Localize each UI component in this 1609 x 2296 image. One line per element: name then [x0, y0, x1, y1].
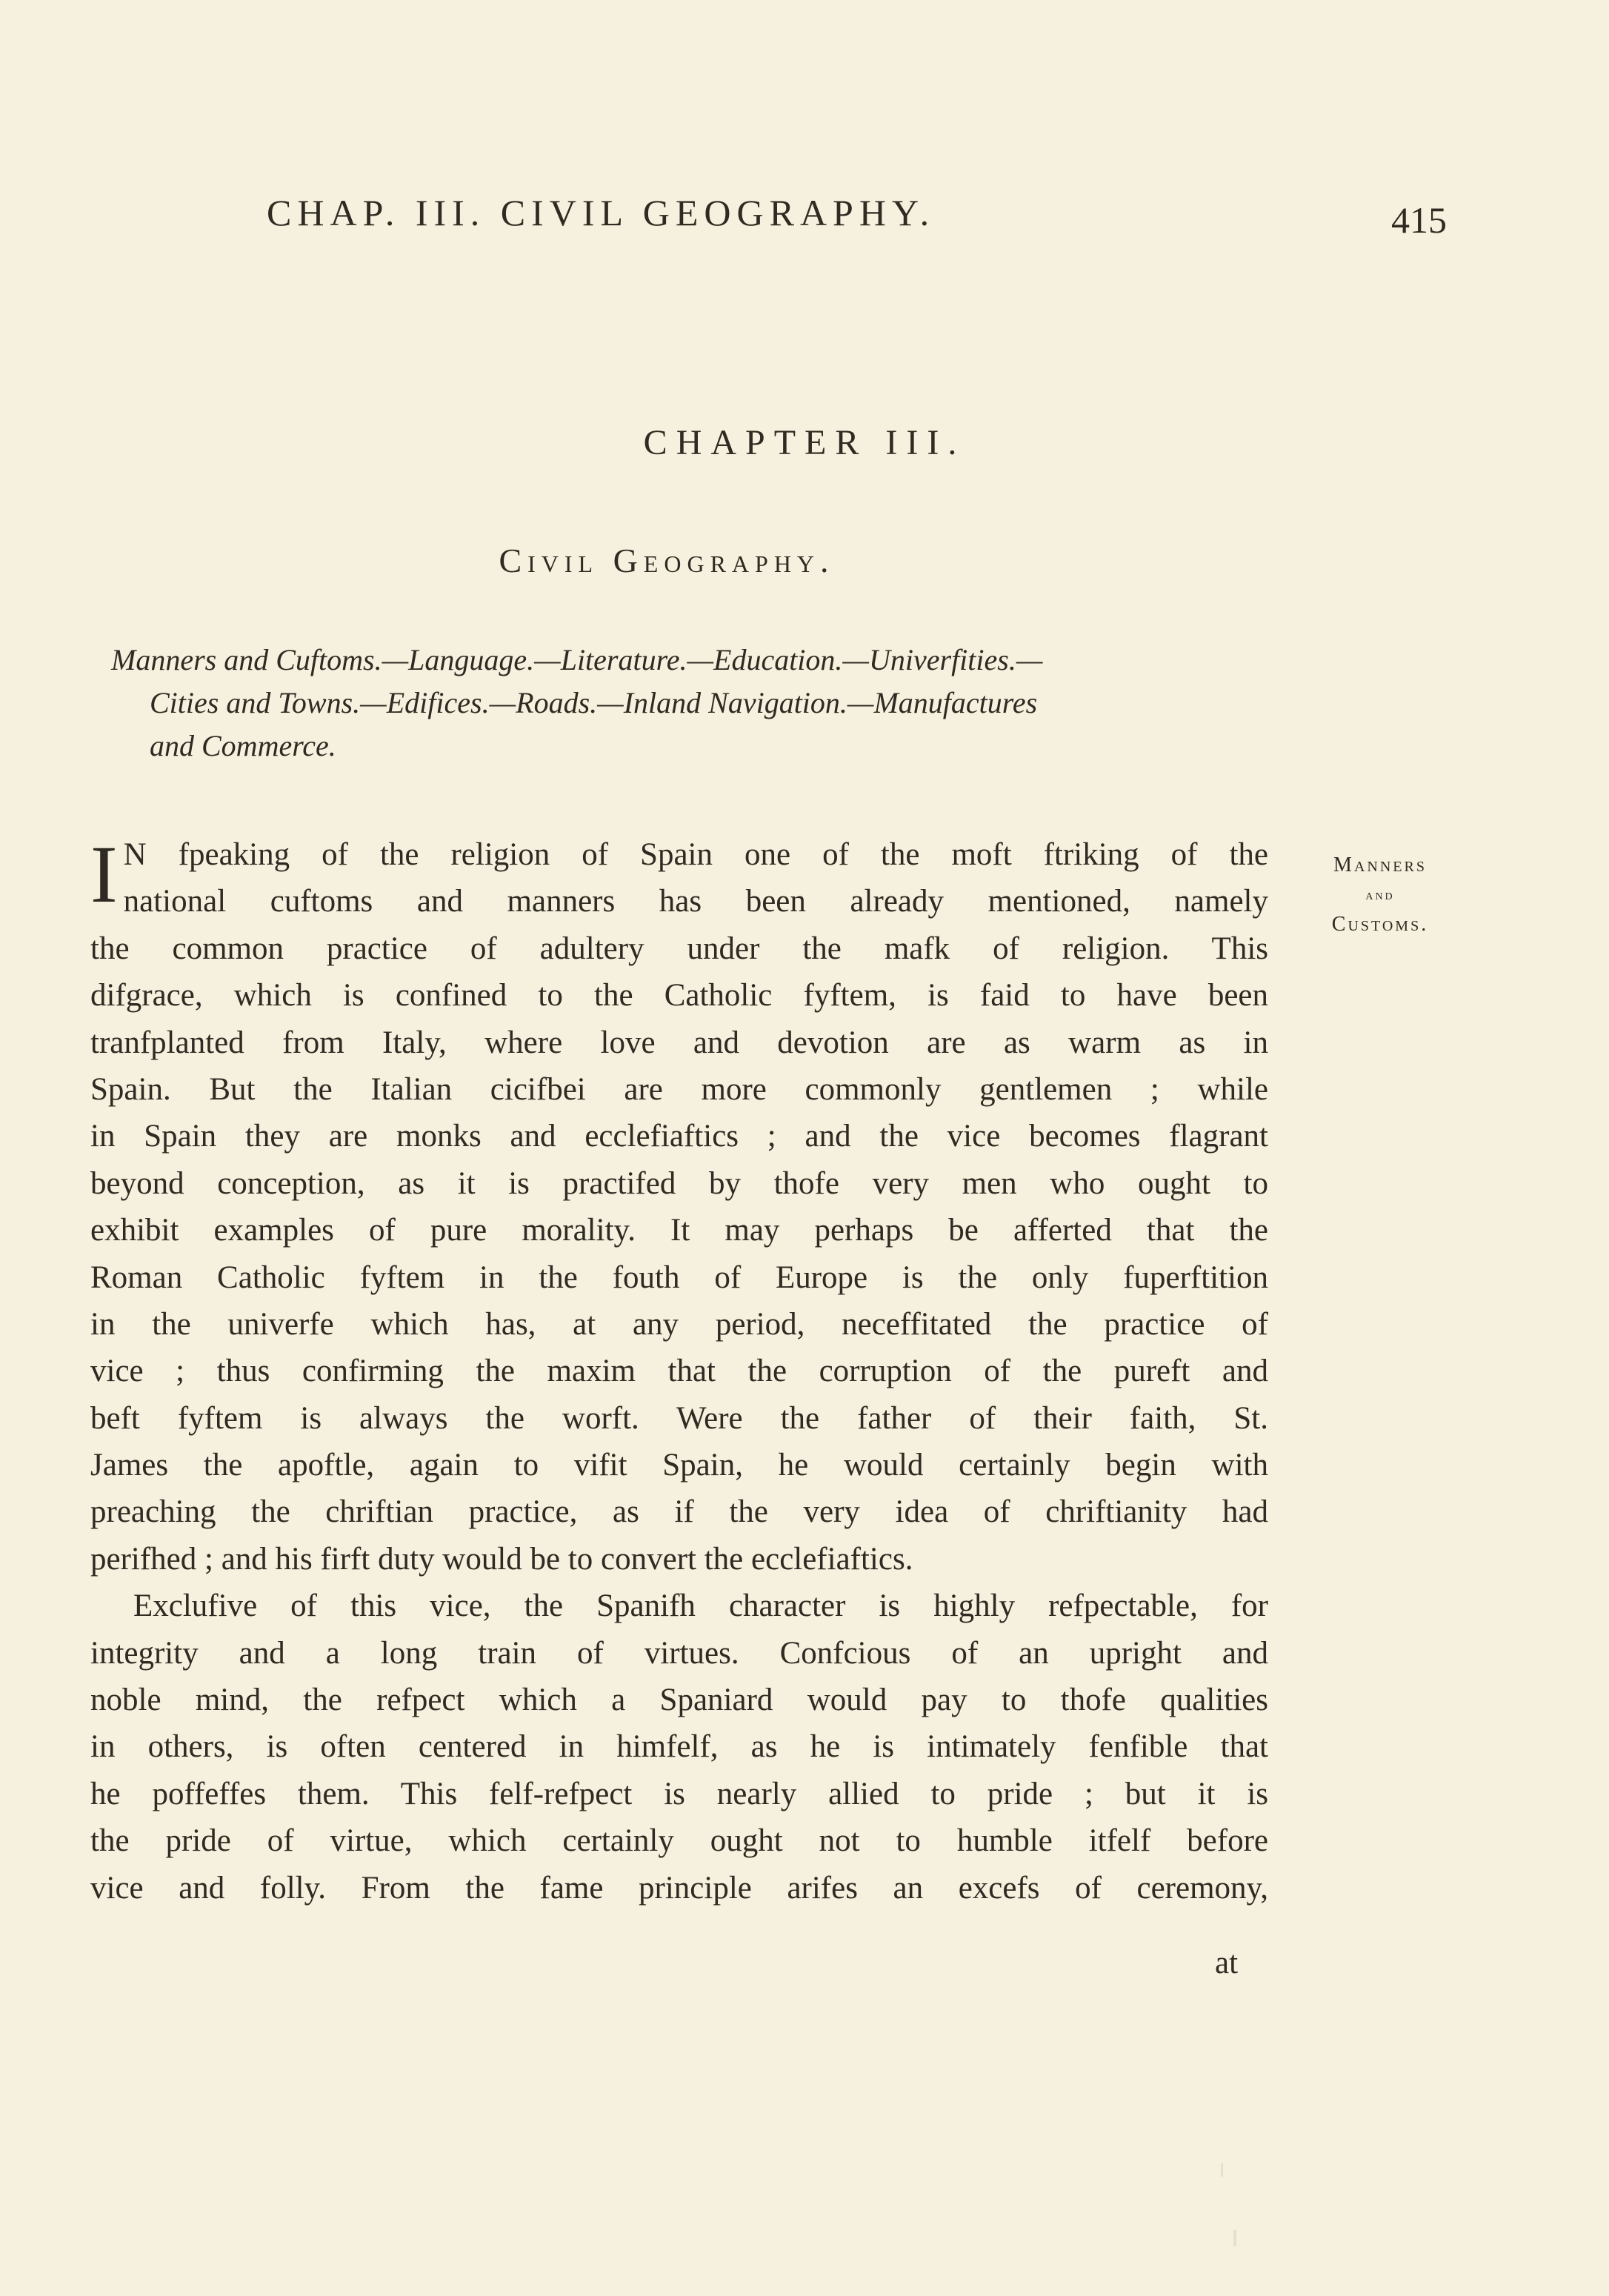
text-line: perifhed ; and his firft duty would be to convert the ecclefiaftics. — [90, 1541, 913, 1577]
contents-line: and Commerce. — [150, 729, 336, 762]
paper-speck — [1233, 2230, 1236, 2246]
text-line: he poffeffes them. This felf-refpect is nearly allied to pride ; but it is — [90, 1776, 1268, 1811]
text-line: vice ; thus confirming the maxim that the corruption of the pureft and — [90, 1354, 1268, 1389]
text-line: Roman Catholic fyftem in the fouth of Europe is the only fuperftition — [90, 1260, 1268, 1295]
text-line: integrity and a long train of virtues. Confcious of an upright and — [90, 1635, 1268, 1671]
paper-speck — [1221, 2163, 1223, 2177]
text-line: tranfplanted from Italy, where love and devotion are as warm as in — [90, 1025, 1268, 1060]
text-line: N fpeaking of the religion of Spain one of the moft ftriking of the — [123, 837, 1268, 872]
text-line: in Spain they are monks and ecclefiaftics ; and the vice becomes flagrant — [90, 1119, 1268, 1154]
catchword: at — [1215, 1946, 1239, 1980]
text-line: difgrace, which is confined to the Catholic fyftem, is faid to have been — [90, 978, 1268, 1014]
contents-line: Cities and Towns.—Edifices.—Roads.—Inland Navigation.—Manufactures — [150, 686, 1038, 719]
text-line: preaching the chriftian practice, as if the very idea of chriftianity had — [90, 1494, 1268, 1530]
text-line: the common practice of adultery under the mafk of religion. This — [90, 931, 1268, 966]
chapter-contents — [111, 639, 1252, 768]
drop-cap: I — [90, 829, 118, 919]
text-line: the pride of virtue, which certainly ought not to humble itfelf before — [90, 1823, 1268, 1859]
chapter-heading: CHAPTER III. — [643, 423, 966, 462]
text-line: James the apoftle, again to vifit Spain, he would certainly begin with — [90, 1448, 1268, 1483]
text-line: Exclufive of this vice, the Spanifh character is highly refpectable, for — [133, 1588, 1268, 1624]
running-head: CHAP. III. CIVIL GEOGRAPHY. — [267, 192, 936, 233]
text-line: in the univerfe which has, at any period, neceffitated the practice of — [90, 1306, 1268, 1342]
text-line: vice and folly. From the fame principle arifes an excefs of ceremony, — [90, 1870, 1268, 1906]
text-line: beyond conception, as it is practifed by thofe very men who ought to — [90, 1165, 1268, 1201]
marginal-note-line: Manners — [1333, 853, 1427, 876]
text-line: in others, is often centered in himfelf, as he is intimately fenfible that — [90, 1729, 1268, 1765]
body-text — [90, 831, 1268, 1911]
text-line: Spain. But the Italian cicifbei are more commonly gentlemen ; while — [90, 1071, 1268, 1107]
text-line: exhibit examples of pure morality. It may perhaps be afferted that the — [90, 1213, 1268, 1248]
marginal-note-line: Customs. — [1331, 913, 1429, 936]
marginal-note — [1295, 851, 1465, 939]
text-line: national cuftoms and manners has been already mentioned, namely — [123, 884, 1268, 919]
text-line: beft fyftem is always the worft. Were the father of their faith, St. — [90, 1400, 1268, 1436]
marginal-note-line: and — [1365, 887, 1395, 903]
subject-heading: Civil Geography. — [499, 542, 835, 579]
page-number: 415 — [1391, 199, 1447, 241]
contents-line: Manners and Cuftoms.—Language.—Literature.—Education.—Univerfities.— — [111, 643, 1043, 676]
text-line: noble mind, the refpect which a Spaniard would pay to thofe qualities — [90, 1683, 1268, 1718]
